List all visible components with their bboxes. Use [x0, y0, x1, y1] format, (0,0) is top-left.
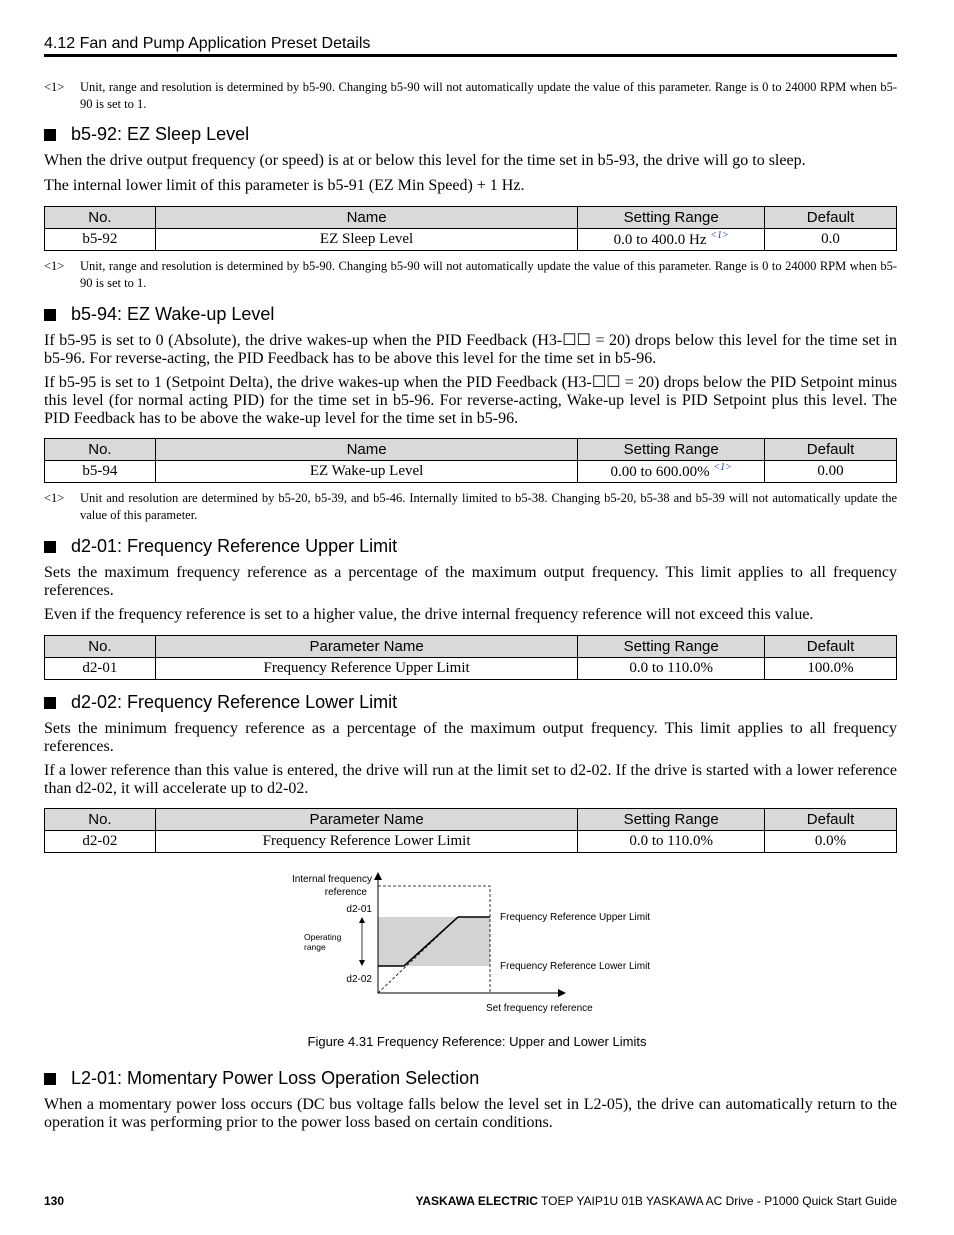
cell-no: d2-02: [45, 831, 156, 853]
footnote-top: [44, 79, 897, 113]
col-header: Setting Range: [578, 809, 765, 831]
section-header: 4.12 Fan and Pump Application Preset Details: [44, 35, 371, 52]
col-header: No.: [45, 439, 156, 461]
heading-l2-01: [44, 1068, 479, 1089]
heading-d2-01: [44, 536, 397, 557]
footnote-tag: <1>: [44, 491, 65, 505]
cell-no: d2-01: [45, 658, 156, 680]
paragraph: The internal lower limit of this parameter is b5-91 (EZ Min Speed) + 1 Hz.: [44, 177, 525, 194]
range-arrow-down-icon: [359, 960, 365, 966]
upper-limit-label: Frequency Reference Upper Limit: [500, 912, 651, 923]
paragraph: If b5-95 is set to 0 (Absolute), the drive wakes-up when the PID Feedback (H3-☐☐ = 20) drops below this level for the time set in b5-96. For reverse-acting, the PID Feedback has to be above this level for the time set in b5-96.: [44, 332, 897, 367]
col-header: Setting Range: [578, 636, 765, 658]
x-axis-label: Set frequency reference: [486, 1003, 593, 1014]
cell-name: Frequency Reference Lower Limit: [155, 831, 577, 853]
footer-doc-title: TOEP YAIP1U 01B YASKAWA AC Drive - P1000 Quick Start Guide: [537, 1194, 897, 1208]
heading-d2-02: [44, 692, 397, 713]
paragraph: If b5-95 is set to 1 (Setpoint Delta), the drive wakes-up when the PID Feedback (H3-☐☐ = 20) drops below the PID Setpoint minus this level (for normal acting PID) for the time set in b5-96. For reverse-acting, Wake-up level is PID Setpoint plus this level. The PID Feedback has to be above the wake-up level for the time set in b5-96.: [44, 374, 897, 427]
paragraph: Sets the minimum frequency reference as a percentage of the maximum output frequency. This limit applies to all frequency references.: [44, 720, 897, 755]
upper-limit-tick: d2-01: [346, 904, 372, 915]
operating-range-label-2: range: [304, 942, 326, 952]
operating-range-band: [378, 917, 490, 966]
cell-default: 0.0%: [765, 831, 897, 853]
cell-default: 100.0%: [765, 658, 897, 680]
cell-range: 0.0 to 110.0%: [578, 658, 765, 680]
paragraph: When a momentary power loss occurs (DC bus voltage falls below the level set in L2-05), the drive can automatically return to the operation it was performing prior to the power loss based on certain conditions.: [44, 1096, 897, 1131]
footnote-b5-94: [44, 490, 897, 524]
cell-name: Frequency Reference Upper Limit: [155, 658, 577, 680]
heading-text: L2-01: Momentary Power Loss Operation Selection: [71, 1068, 480, 1088]
footnote-tag: <1>: [44, 80, 65, 94]
operating-range-label-1: Operating: [304, 932, 342, 942]
cell-default: 0.0: [765, 229, 897, 251]
cell-range: 0.00 to 600.00% $^{<1>}$: [578, 461, 765, 483]
lower-limit-tick: d2-02: [346, 974, 372, 985]
heading-text: b5-94: EZ Wake-up Level: [71, 304, 275, 324]
limits-figure: [0, 860, 954, 1025]
col-header: No.: [45, 207, 156, 229]
paragraph: Sets the maximum frequency reference as a percentage of the maximum output frequency. This limit applies to all frequency references.: [44, 564, 897, 599]
section-bullet-icon: [44, 129, 56, 141]
section-bullet-icon: [44, 697, 56, 709]
footer-brand: YASKAWA ELECTRIC: [415, 1194, 538, 1208]
footer-doc-id: [415, 1194, 897, 1208]
footnote-text: Unit and resolution are determined by b5-20, b5-39, and b5-46. Internally limited to b5-38. Changing b5-20, b5-38 and b5-39 will not automatically update the value of this parameter.: [80, 491, 897, 522]
paragraph: When the drive output frequency (or speed) is at or below this level for the time set in b5-93, the drive will go to sleep.: [44, 152, 806, 169]
col-header: Setting Range: [578, 207, 765, 229]
footnote-link[interactable]: <1>: [713, 462, 732, 473]
range-arrow-up-icon: [359, 917, 365, 923]
cell-no: b5-92: [45, 229, 156, 251]
col-header: Default: [765, 207, 897, 229]
heading-text: d2-01: Frequency Reference Upper Limit: [71, 536, 398, 556]
paragraph: If a lower reference than this value is entered, the drive will run at the limit set to d2-02. If the drive is started with a lower reference than d2-02, it will accelerate up to d2-02.: [44, 762, 897, 797]
lower-limit-label: Frequency Reference Lower Limit: [500, 961, 651, 972]
x-axis-arrow-icon: [558, 989, 566, 997]
col-header: No.: [45, 809, 156, 831]
parameter-table-d2-01: [44, 635, 897, 680]
y-axis-label-1: Internal frequency: [291, 874, 372, 885]
cell-default: 0.00: [765, 461, 897, 483]
parameter-table-d2-02: [44, 808, 897, 853]
footnote-text: Unit, range and resolution is determined by b5-90. Changing b5-90 will not automatically update the value of this parameter. Range is 0 to 24000 RPM when b5-90 is set to 1.: [80, 80, 897, 111]
cell-range: 0.0 to 110.0%: [578, 831, 765, 853]
cell-name: EZ Wake-up Level: [155, 461, 577, 483]
figure-caption: Figure 4.31 Frequency Reference: Upper and Lower Limits: [307, 1034, 647, 1049]
col-header: Parameter Name: [155, 809, 577, 831]
section-bullet-icon: [44, 309, 56, 321]
y-axis-label-2: reference: [324, 887, 367, 898]
parameter-table-b5-92: [44, 206, 897, 251]
header-rule: [44, 54, 897, 57]
cell-name: EZ Sleep Level: [155, 229, 577, 251]
footnote-tag: <1>: [44, 259, 65, 273]
section-bullet-icon: [44, 1073, 56, 1085]
col-header: Default: [765, 439, 897, 461]
footnote-b5-92: [44, 258, 897, 292]
parameter-table-b5-94: [44, 438, 897, 483]
heading-text: d2-02: Frequency Reference Lower Limit: [71, 692, 398, 712]
y-axis-arrow-icon: [374, 872, 382, 880]
col-header: Parameter Name: [155, 636, 577, 658]
heading-text: b5-92: EZ Sleep Level: [71, 124, 250, 144]
page-number: 130: [44, 1194, 65, 1208]
heading-b5-92: [44, 124, 249, 145]
paragraph: Even if the frequency reference is set to a higher value, the drive internal frequency reference will not exceed this value.: [44, 606, 814, 623]
footnote-link[interactable]: <1>: [710, 230, 729, 241]
cell-range: 0.0 to 400.0 Hz $^{<1>}$: [578, 229, 765, 251]
col-header: Default: [765, 809, 897, 831]
heading-b5-94: [44, 304, 274, 325]
col-header: No.: [45, 636, 156, 658]
footnote-text: Unit, range and resolution is determined by b5-90. Changing b5-90 will not automatically update the value of this parameter. Range is 0 to 24000 RPM when b5-90 is set to 1.: [80, 259, 897, 290]
section-bullet-icon: [44, 541, 56, 553]
col-header: Default: [765, 636, 897, 658]
cell-no: b5-94: [45, 461, 156, 483]
col-header: Name: [155, 207, 577, 229]
col-header: Setting Range: [578, 439, 765, 461]
col-header: Name: [155, 439, 577, 461]
